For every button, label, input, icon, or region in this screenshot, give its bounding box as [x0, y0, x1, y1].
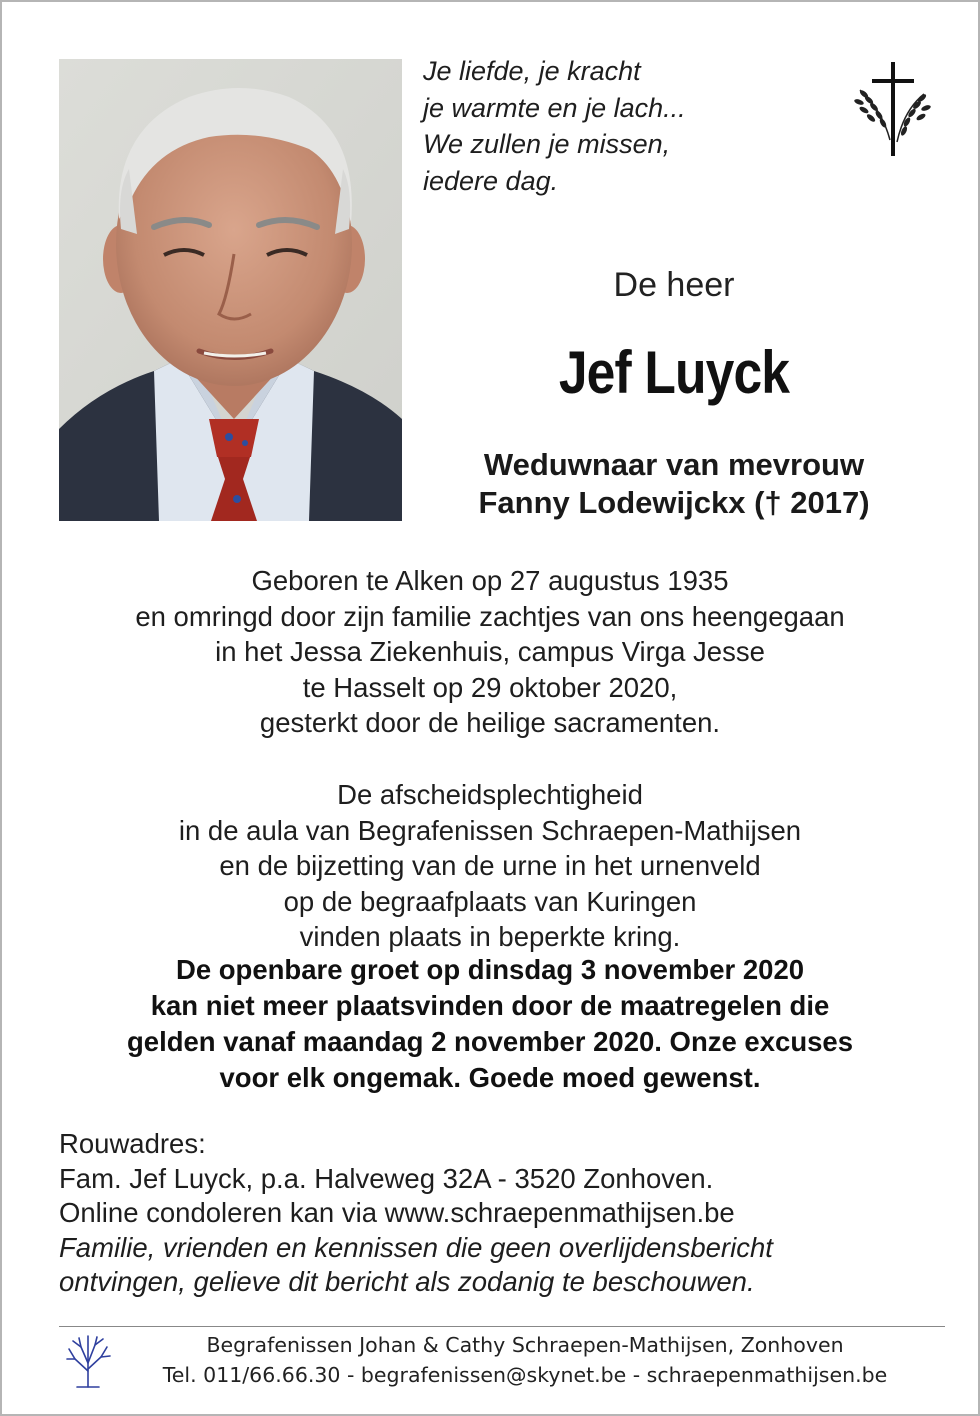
poem	[423, 53, 823, 199]
notice-line: voor elk ongemak. Goede moed gewenst.	[219, 1062, 761, 1093]
footer-contact: Tel. 011/66.66.30 - begrafenissen@skynet.be - schraepenmathijsen.be	[162, 1363, 888, 1387]
text-line: Geboren te Alken op 27 augustus 1935	[251, 565, 729, 596]
text-line: te Hasselt op 29 oktober 2020,	[302, 671, 678, 703]
spouse-line: Fanny Lodewijckx († 2017)	[478, 485, 870, 520]
poem-line: je warmte en je lach...	[423, 92, 686, 123]
text-line: en omringd door zijn familie zachtjes van ons heengegaan	[135, 600, 845, 632]
notice-note: ontvingen, gelieve dit bericht als zodanig te beschouwen.	[59, 1266, 755, 1297]
deceased-name: Jef Luyck	[558, 339, 790, 406]
spouse-line: Weduwnaar van mevrouw	[483, 447, 865, 482]
text-line: vinden plaats in beperkte kring.	[299, 921, 681, 952]
text-line: en de bijzetting van de urne in het urnenveld	[219, 850, 761, 881]
notice-line: kan niet meer plaatsvinden door de maatregelen die	[150, 990, 830, 1021]
footer-divider	[59, 1326, 945, 1327]
ceremony-block	[0, 777, 980, 955]
poem-line: We zullen je missen,	[423, 129, 671, 159]
notice-line: gelden vanaf maandag 2 november 2020. Onze excuses	[126, 1026, 853, 1057]
birth-death-block	[0, 563, 980, 741]
address-line: Fam. Jef Luyck, p.a. Halveweg 32A - 3520 Zonhoven.	[59, 1162, 714, 1194]
text-line: in het Jessa Ziekenhuis, campus Virga Jesse	[215, 636, 765, 667]
mourning-address	[59, 1127, 939, 1300]
notice-block	[0, 952, 980, 1096]
poem-line: Je liefde, je kracht	[423, 56, 641, 86]
text-line: gesterkt door de heilige sacramenten.	[259, 707, 721, 738]
notice-note: Familie, vrienden en kennissen die geen overlijdensbericht	[59, 1231, 773, 1263]
poem-line: iedere dag.	[423, 165, 559, 196]
notice-line: De openbare groet op dinsdag 3 november 2020	[175, 954, 805, 985]
address-label: Rouwadres:	[59, 1128, 206, 1159]
text-line: De afscheidsplechtigheid	[337, 779, 643, 810]
spouse-info	[418, 446, 930, 522]
portrait-photo	[59, 59, 402, 521]
text-line: op de begraafplaats van Kuringen	[283, 885, 697, 917]
footer-company: Begrafenissen Johan & Cathy Schraepen-Mathijsen, Zonhoven	[206, 1333, 844, 1357]
cross-with-wheat-icon	[852, 60, 932, 165]
title-prefix: De heer	[613, 266, 735, 304]
online-condolence: Online condoleren kan via www.schraepenmathijsen.be	[59, 1197, 735, 1228]
text-line: in de aula van Begrafenissen Schraepen-Mathijsen	[178, 814, 802, 846]
